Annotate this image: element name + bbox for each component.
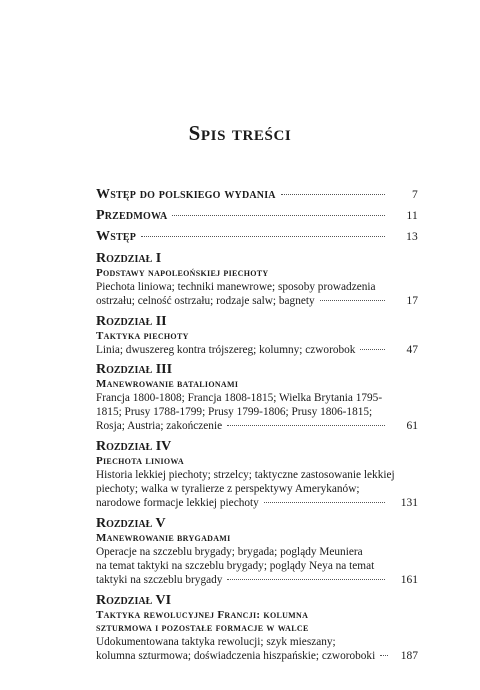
description-line: Rosja; Austria; zakończenie [96,420,223,433]
table-of-contents [96,187,418,667]
page-title: Spis treści [188,121,292,145]
dot-leader [141,236,385,237]
chapter-description [96,635,418,664]
chapter-entry [96,361,418,434]
chapter-label: Rozdział IV [96,438,172,454]
chapter-label: Rozdział II [96,313,167,329]
dot-leader [172,215,385,216]
description-last-line [96,573,418,587]
page-number: 7 [412,189,418,201]
dot-leader [227,579,385,580]
toc-entry [96,208,418,224]
chapter-title: Taktyka rewolucyjnej Francji: kolumna [96,608,309,621]
front-matter-list [96,187,418,245]
description-line: Udokumentowana taktyka rewolucji; szyk mieszany; [96,635,336,648]
chapter-entry [96,313,418,357]
toc-entry-label: Wstęp [96,229,137,244]
toc-entry-label: Wstęp do polskiego wydania [96,187,276,202]
description-last-line [96,649,418,663]
description-last-line [96,419,418,433]
chapter-label: Rozdział I [96,251,162,266]
page-number: 131 [400,497,418,510]
toc-entry [96,187,418,203]
chapter-entry [96,250,418,309]
dot-leader [360,349,385,350]
dot-leader [281,194,385,195]
page-number: 13 [406,231,418,243]
chapter-title: szturmowa i pozostałe formacje w walce [96,621,309,634]
toc-entry-label: Przedmowa [96,208,168,223]
page-number: 17 [406,295,418,308]
dot-leader [320,300,385,301]
chapter-title: Podstawy napoleońskiej piechoty [96,267,269,279]
chapter-label: Rozdział VI [96,592,172,608]
description-line: Operacje na szczeblu brygady; brygada; poglądy Meuniera [96,545,363,558]
toc-entry-row [96,187,418,203]
description-line: Historia lekkiej piechoty; strzelcy; taktyczne zastosowanie lekkiej [96,468,395,481]
description-last-line [96,496,418,510]
chapter-label: Rozdział V [96,515,166,531]
chapter-description [96,280,418,309]
chapter-label: Rozdział III [96,361,173,377]
toc-entry [96,229,418,245]
chapter-description [96,468,418,511]
page-number: 11 [406,210,418,222]
chapter-title: Manewrowanie batalionami [96,377,239,390]
description-line: Linia; dwuszereg kontra trójszereg; kolumny; czworobok [96,343,356,356]
description-last-line [96,294,418,308]
chapter-entry [96,592,418,664]
description-line: Piechota liniowa; techniki manewrowe; sposoby prowadzenia [96,281,376,293]
description-line: kolumna szturmowa; doświadczenia hiszpańskie; czworoboki [96,649,376,662]
chapter-entry [96,438,418,511]
toc-entry-row [96,208,418,224]
description-line: narodowe formacje lekkiej piechoty [96,497,259,510]
toc-entry-row [96,229,418,245]
dot-leader [264,502,385,503]
chapter-title: Manewrowanie brygadami [96,531,231,544]
description-line: taktyki na szczeblu brygady [96,574,223,587]
dot-leader [380,655,388,656]
chapter-list [96,250,418,663]
page-number: 187 [400,649,418,662]
page-number: 61 [406,420,418,433]
description-line: Francja 1800-1808; Francja 1808-1815; Wielka Brytania 1795- [96,391,383,404]
chapter-entry [96,515,418,588]
page-number: 161 [400,574,418,587]
description-line: na temat taktyki na szczeblu brygady; poglądy Neya na temat [96,559,375,572]
chapter-title: Taktyka piechoty [96,329,189,342]
description-line: piechoty; walka w tyralierze z perspektywy Amerykanów; [96,483,360,496]
description-line: 1815; Prusy 1788-1799; Prusy 1799-1806; Prusy 1806-1815; [96,406,373,419]
chapter-title: Piechota liniowa [96,454,184,467]
chapter-description [96,343,418,357]
chapter-description [96,391,418,434]
dot-leader [227,425,385,426]
chapter-description [96,545,418,588]
description-last-line [96,343,418,357]
description-line: ostrzału; celność ostrzału; rodzaje salw; bagnety [96,295,315,308]
page-number: 47 [406,343,418,356]
